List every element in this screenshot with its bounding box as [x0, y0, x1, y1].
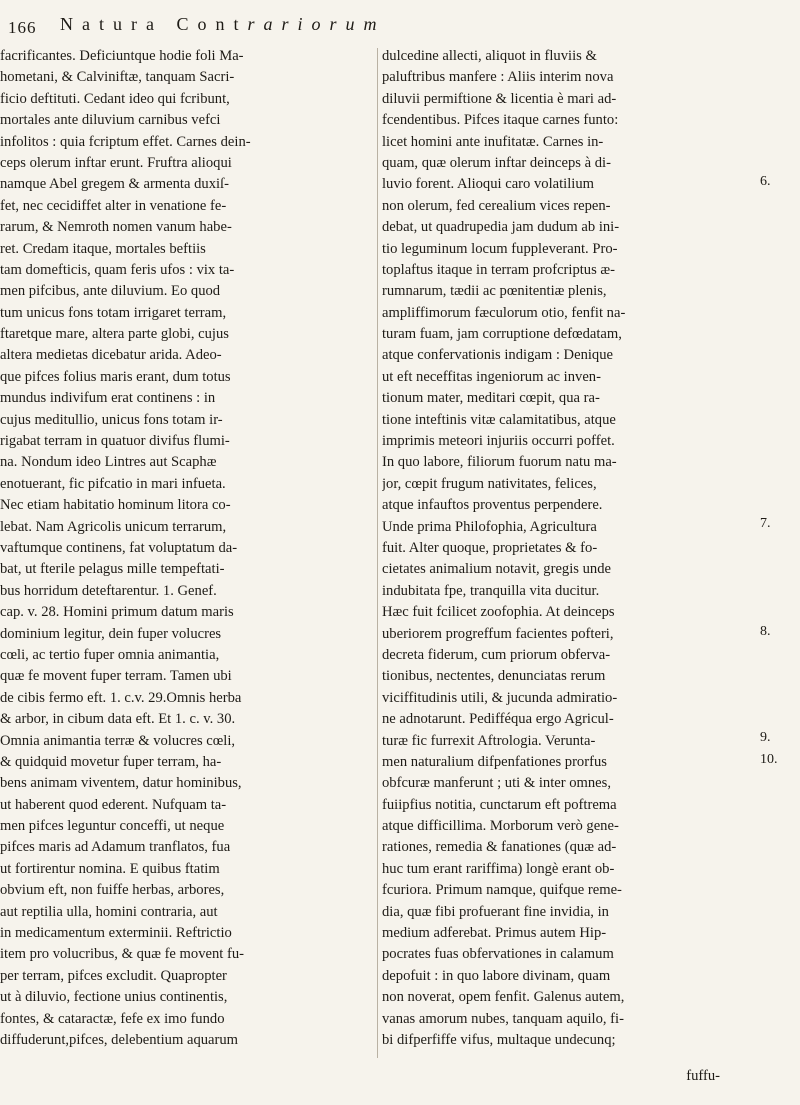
text-line: ficio deftituti. Cedant ideo qui fcribunt, [0, 90, 230, 107]
text-line: In quo labore, filiorum fuorum natu ma- [382, 454, 617, 471]
text-line: aut reptilia ulla, homini contraria, aut [0, 903, 218, 920]
text-line: ut à diluvio, fectione unius continentis, [0, 989, 228, 1006]
text-line: indubitata fpe, tranquilla vita ducitur. [382, 582, 600, 599]
column-divider [377, 48, 378, 1058]
text-line: non noverat, opem fenfit. Galenus autem, [382, 989, 625, 1006]
text-line: tionibus, nectentes, denunciatas rerum [382, 668, 606, 685]
text-line: rarum, & Nemroth nomen vanum habe- [0, 219, 232, 236]
text-line: luvio forent. Alioqui caro volatilium [382, 176, 594, 193]
right-column [382, 46, 752, 1051]
text-line: ret. Credam itaque, mortales beftiis [0, 240, 206, 257]
text-line: de cibis fermo eft. 1. c.v. 29.Omnis herba [0, 689, 242, 706]
text-line: fuiipfius notitia, cunctarum eft poftrema [382, 796, 617, 813]
text-line: tum unicus fons totam irrigaret terram, [0, 304, 227, 321]
text-line: fet, nec cecidiffet alter in venatione fe- [0, 197, 227, 214]
text-line: rumnarum, tædii ac pœnitentiæ plenis, [382, 283, 607, 300]
text-line: viciffitudinis utili, & jucunda admiratio- [382, 689, 618, 706]
text-line: mortales ante diluvium carnibus vefci [0, 112, 221, 129]
text-line: turam fuam, jam corruptione defœdatam, [382, 326, 622, 343]
text-line: dominium legitur, dein fuper volucres [0, 625, 222, 642]
text-line: bat, ut fterile pelagus mille tempeftati- [0, 561, 225, 578]
text-line: paluftribus manfere : Aliis interim nova [382, 69, 614, 86]
text-line: quam, quæ olerum inftar deinceps à di- [382, 154, 611, 171]
text-line: hometani, & Calviniftæ, tanquam Sacri- [0, 69, 235, 86]
margin-number: 7. [760, 516, 771, 531]
text-line: ceps olerum inftar erunt. Fruftra alioqui [0, 154, 232, 171]
text-line: tione inteftinis vitæ calamitatibus, atque [382, 411, 616, 428]
text-line: cap. v. 28. Homini primum datum maris [0, 604, 234, 621]
text-line: cietates animalium notavit, gregis unde [382, 561, 611, 578]
text-line: lebat. Nam Agricolis unicum terrarum, [0, 518, 227, 535]
text-line: atque confervationis indigam : Denique [382, 347, 613, 364]
text-line: ut eft neceffitas ingeniorum ac inven- [382, 368, 601, 385]
text-line: namque Abel gregem & armenta duxiſ- [0, 176, 229, 193]
text-line: decreta fiderum, cum priorum obferva- [382, 646, 611, 663]
text-line: bus horridum deteftarentur. 1. Genef. [0, 582, 217, 599]
text-line: men pifces leguntur conceffi, ut neque [0, 818, 225, 835]
text-line: fcuriora. Primum namque, quifque reme- [382, 882, 622, 899]
text-line: imprimis meteori injuriis occurri poffet. [382, 433, 615, 450]
text-line: depofuit : in quo labore divinam, quam [382, 967, 611, 984]
text-line: fontes, & cataractæ, fefe ex imo fundo [0, 1010, 225, 1027]
text-line: vaftumque continens, fat voluptatum da- [0, 539, 238, 556]
running-head-left: Natura Cont [60, 14, 248, 34]
text-line: Nec etiam habitatio hominum litora co- [0, 497, 231, 514]
text-line: & quidquid movetur fuper terram, ha- [0, 753, 222, 770]
text-line: turæ fic furrexit Aftrologia. Verunta- [382, 732, 596, 749]
text-line: men naturalium difpenfationes prorfus [382, 753, 607, 770]
page-number: 166 [8, 18, 37, 37]
text-line: fuit. Alter quoque, proprietates & fo- [382, 539, 598, 556]
running-head [60, 14, 760, 35]
text-line: que pifces folius maris erant, dum totus [0, 368, 231, 385]
text-line: debat, ut quadrupedia jam dudum ab ini- [382, 219, 620, 236]
margin-number: 9. [760, 730, 771, 745]
text-line: ut fortirentur nomina. E quibus ftatim [0, 860, 220, 877]
text-line: diluvii permiftione & licentia è mari ad- [382, 90, 617, 107]
text-line: medium adferebat. Primus autem Hip- [382, 925, 607, 942]
text-line: ut haberent quod ederent. Nufquam ta- [0, 796, 227, 813]
text-line: pifces maris ad Adamum tranflatos, fua [0, 839, 231, 856]
text-line: rigabat terram in quatuor divifus flumi- [0, 433, 230, 450]
text-line: fcendentibus. Pifces itaque carnes funto: [382, 112, 619, 129]
text-line: huc tum erant rariffima) longè erant ob- [382, 860, 615, 877]
margin-number: 10. [760, 752, 778, 767]
text-line: bi difperfiffe vifus, multaque undecunq; [382, 1031, 616, 1048]
text-line: obvium eft, non fuiffe herbas, arbores, [0, 882, 225, 899]
text-line: diffuderunt,pifces, delebentium aquarum [0, 1031, 239, 1048]
text-line: atque infauftos proventus perpendere. [382, 497, 603, 514]
text-line: licet homini ante inufitatæ. Carnes in- [382, 133, 604, 150]
text-line: obfcuræ manferunt ; uti & inter omnes, [382, 775, 611, 792]
text-line: na. Nondum ideo Lintres aut Scaphæ [0, 454, 217, 471]
text-line: ftaretque mare, altera parte globi, cujus [0, 326, 229, 343]
catchword: fuffu- [686, 1068, 720, 1084]
margin-number: 6. [760, 174, 771, 189]
text-line: Unde prima Philofophia, Agricultura [382, 518, 597, 535]
text-line: & arbor, in cibum data eft. Et 1. c. v. 30. [0, 711, 236, 728]
text-line: bens animam viventem, datur hominibus, [0, 775, 242, 792]
text-line: ampliffimorum fæculorum otio, fenfit na- [382, 304, 626, 321]
text-line: dia, quæ fibi profuerant fine invidia, in [382, 903, 609, 920]
text-line: enotuerant, fic pifcatio in mari infueta. [0, 475, 226, 492]
text-line: men pifcibus, ante diluvium. Eo quod [0, 283, 221, 300]
left-column [0, 46, 372, 1051]
text-line: uberiorem progreffum facientes pofteri, [382, 625, 614, 642]
text-line: tionum mater, meditari cœpit, qua ra- [382, 390, 600, 407]
text-line: dulcedine allecti, aliquot in fluviis & [382, 48, 597, 64]
text-line: jor, cœpit frugum nativitates, felices, [382, 475, 597, 492]
text-line: tam domefticis, quam feris ufos : vix ta- [0, 261, 235, 278]
text-line: cœli, ac tertio fuper omnia animantia, [0, 646, 220, 663]
running-head-right: rariorum [247, 14, 386, 34]
text-line: quæ fe movent fuper terram. Tamen ubi [0, 668, 232, 685]
text-line: mundus indivifum erat continens : in [0, 390, 216, 407]
text-line: vanas amorum nubes, tanquam aquilo, fi- [382, 1010, 624, 1027]
text-line: infolitos : quia fcriptum effet. Carnes dein- [0, 133, 251, 150]
text-line: facrificantes. Deficiuntque hodie foli Ma- [0, 48, 244, 64]
text-line: item pro volucribus, & quæ fe movent fu- [0, 946, 244, 963]
text-line: Hæc fuit fcilicet zoofophia. At deinceps [382, 604, 615, 621]
text-line: tio leguminum locum fuppleverant. Pro- [382, 240, 618, 257]
text-line: non olerum, fed cerealium vices repen- [382, 197, 611, 214]
text-line: pocrates fuas obfervationes in calamum [382, 946, 614, 963]
text-line: altera medietas dicebatur arida. Adeo- [0, 347, 222, 364]
text-line: rationes, remedia & fanationes (quæ ad- [382, 839, 617, 856]
text-line: per terram, pifces excludit. Quapropter [0, 967, 227, 984]
text-line: ne adnotarunt. Pedifféqua ergo Agricul- [382, 711, 614, 728]
margin-number: 8. [760, 624, 771, 639]
text-line: cujus meditullio, unicus fons totam ir- [0, 411, 223, 428]
text-line: in medicamentum exterminii. Reftrictio [0, 925, 232, 942]
text-line: Omnia animantia terræ & volucres cœli, [0, 732, 236, 749]
text-line: atque difficillima. Morborum verò gene- [382, 818, 619, 835]
text-line: toplaftus itaque in terram profcriptus æ- [382, 261, 616, 278]
